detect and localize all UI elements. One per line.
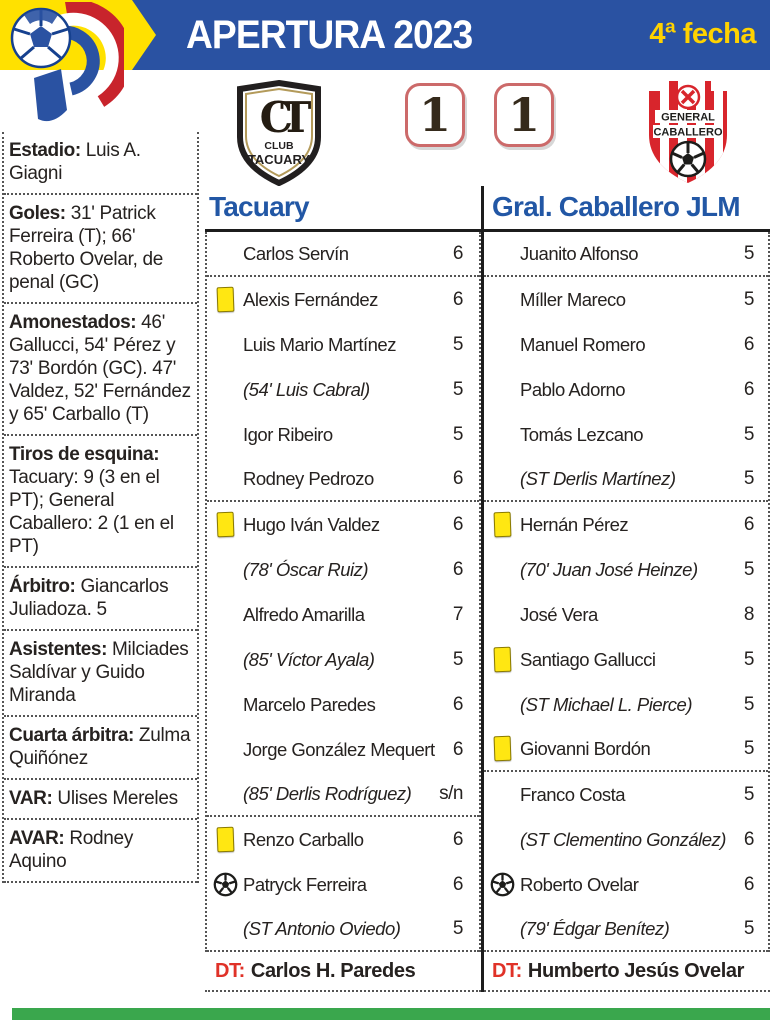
player-row [207,772,479,817]
sidebar-section-amonestados [4,304,197,436]
dt-label: DT: [492,959,522,982]
sidebar-text: Milciades Saldívar y Guido Miranda [9,639,189,706]
player-row [207,412,479,457]
player-name: Juanito Alfonso [520,242,638,264]
player-name: Marcelo Paredes [243,693,376,715]
sidebar-label: Amonestados: [9,312,137,333]
player-row [484,502,768,547]
player-rating: 6 [743,378,754,400]
player-name: Rodney Pedrozo [243,467,374,489]
player-rating: 5 [743,693,754,715]
sidebar-text: 46' Gallucci, 54' Pérez y 73' Bordón (GC). 47' Valdez, 52' Fernández y 65' Carballo (T) [9,312,191,425]
player-rating: 5 [743,917,754,939]
sidebar-text: Luis A. Giagni [9,140,141,184]
player-row [484,232,768,277]
home-player-list [205,232,481,952]
away-score: 1 [494,83,554,147]
league-logo-icon [4,2,124,137]
player-row [484,772,768,817]
yellow-card-icon [484,647,520,672]
player-rating: 5 [743,242,754,264]
player-name: Alfredo Amarilla [243,603,365,625]
crest-text-club: CLUB [264,140,294,152]
player-row [207,232,479,277]
player-row [207,592,479,637]
player-name: Patryck Ferreira [243,873,367,895]
player-row [207,502,479,547]
player-row [484,637,768,682]
player-rating: 5 [743,737,754,759]
sidebar-label: Árbitro: [9,576,76,597]
player-name: Manuel Romero [520,333,646,355]
player-rating: 6 [452,873,463,895]
player-row [207,457,479,502]
player-row [207,817,479,862]
match-info-sidebar [2,132,199,883]
player-rating: 6 [743,873,754,895]
player-row [484,457,768,502]
tournament-title: APERTURA 2023 [186,13,473,57]
player-name: Igor Ribeiro [243,423,333,445]
sidebar-text: 31' Patrick Ferreira (T); 66' Roberto Ovelar, de penal (GC) [9,203,164,293]
player-row [484,682,768,727]
player-name: Hernán Pérez [520,513,629,535]
player-name: (70' Juan José Heinze) [520,558,698,580]
sidebar-text: Ulises Mereles [57,788,178,809]
player-name: Renzo Carballo [243,828,364,850]
player-name: Giovanni Bordón [520,737,651,759]
sidebar-label: Asistentes: [9,639,108,660]
player-name: (ST Derlis Martínez) [520,467,676,489]
player-row [484,547,768,592]
home-score: 1 [405,83,465,147]
player-row [207,682,479,727]
player-rating: 5 [452,423,463,445]
player-name: (ST Antonio Oviedo) [243,917,401,939]
player-row [484,862,768,907]
sidebar-label: Cuarta árbitra: [9,725,134,746]
player-row [207,862,479,907]
player-rating: 6 [452,242,463,264]
player-row [484,277,768,322]
sidebar-text: Giancarlos Juliadoza. 5 [9,576,169,620]
player-rating: 6 [743,513,754,535]
player-name: Roberto Ovelar [520,873,639,895]
player-name: José Vera [520,603,598,625]
player-rating: s/n [439,782,463,804]
logo-yellow-chevron [132,0,156,70]
player-rating: 6 [452,288,463,310]
sidebar-text: Rodney Aquino [9,828,134,872]
player-rating: 6 [743,333,754,355]
sidebar-label: VAR: [9,788,53,809]
player-row [484,592,768,637]
sidebar-label: Estadio: [9,140,81,161]
home-coach-row [205,952,481,992]
player-name: Jorge González Mequert [243,738,435,760]
player-rating: 5 [743,467,754,489]
player-rating: 6 [743,828,754,850]
player-rating: 5 [452,917,463,939]
player-name: (79' Édgar Benítez) [520,917,670,939]
sidebar-label: Goles: [9,203,66,224]
sidebar-section-tiros [4,436,197,568]
away-coach-name: Humberto Jesús Ovelar [527,959,745,982]
yellow-card-icon [207,287,243,312]
goal-ball-icon [484,872,520,897]
player-name: (54' Luis Cabral) [243,378,370,400]
caballero-crest-icon [641,77,735,192]
sidebar-label: Tiros de esquina: [9,444,160,465]
player-name: (ST Clementino González) [520,828,726,850]
crest-text-general: GENERAL [661,111,715,124]
matchday-label: 4ª fecha [649,18,756,50]
sidebar-section-estadio [4,132,197,195]
player-rating: 6 [452,693,463,715]
player-row [207,322,479,367]
player-rating: 8 [743,603,754,625]
player-name: Santiago Gallucci [520,648,656,670]
player-name: Luis Mario Martínez [243,333,396,355]
yellow-card-icon [484,736,520,761]
sidebar-section-var [4,780,197,820]
player-rating: 6 [452,558,463,580]
crest-monogram: CT [259,93,299,142]
sidebar-section-goles [4,195,197,304]
player-rating: 5 [743,288,754,310]
player-name: (ST Michael L. Pierce) [520,693,692,715]
sidebar-section-asistentes [4,631,197,717]
sidebar-section-cuarta [4,717,197,780]
yellow-card-icon [484,512,520,537]
player-name: (85' Víctor Ayala) [243,648,375,670]
player-row [484,817,768,862]
player-rating: 6 [452,828,463,850]
away-coach-row [484,952,770,992]
player-row [207,637,479,682]
sidebar-text: Zulma Quiñónez [9,725,191,769]
home-coach-name: Carlos H. Paredes [250,959,416,982]
player-row [484,322,768,367]
crest-text-caballero: CABALLERO [653,126,723,139]
sidebar-text: Tacuary: 9 (3 en el PT); General Caballero: 2 (1 en el PT) [9,467,174,557]
player-rating: 6 [452,513,463,535]
player-row [484,727,768,772]
player-row [207,277,479,322]
player-rating: 5 [452,378,463,400]
player-rating: 5 [452,648,463,670]
crest-text-tacuary: TACUARY [247,152,311,167]
player-name: Míller Mareco [520,288,626,310]
player-row [484,412,768,457]
sidebar-label: AVAR: [9,828,65,849]
player-name: Tomás Lezcano [520,423,644,445]
player-name: (78' Óscar Ruiz) [243,558,369,580]
player-rating: 5 [743,423,754,445]
goal-ball-icon [207,872,243,897]
player-name: Carlos Servín [243,242,349,264]
tacuary-crest-icon [233,80,325,191]
sidebar-section-arbitro [4,568,197,631]
yellow-card-icon [207,512,243,537]
player-row [484,367,768,412]
away-team-name: Gral. Caballero JLM [484,186,770,232]
sidebar-section-avar [4,820,197,883]
player-name: Pablo Adorno [520,378,626,400]
player-name: Hugo Iván Valdez [243,513,380,535]
player-rating: 7 [452,603,463,625]
player-rating: 5 [743,783,754,805]
player-row [207,727,479,772]
yellow-card-icon [207,827,243,852]
dt-label: DT: [215,959,245,982]
player-name: Franco Costa [520,783,626,805]
player-rating: 5 [452,333,463,355]
player-row [484,907,768,952]
player-name: (85' Derlis Rodríguez) [243,782,412,804]
player-row [207,547,479,592]
home-team-name: Tacuary [205,186,481,232]
away-player-list [484,232,770,952]
footer-green-bar [12,1008,770,1020]
player-row [207,367,479,412]
player-row [207,907,479,952]
player-rating: 5 [743,558,754,580]
player-rating: 5 [743,648,754,670]
player-rating: 6 [452,738,463,760]
player-rating: 6 [452,467,463,489]
player-name: Alexis Fernández [243,288,378,310]
